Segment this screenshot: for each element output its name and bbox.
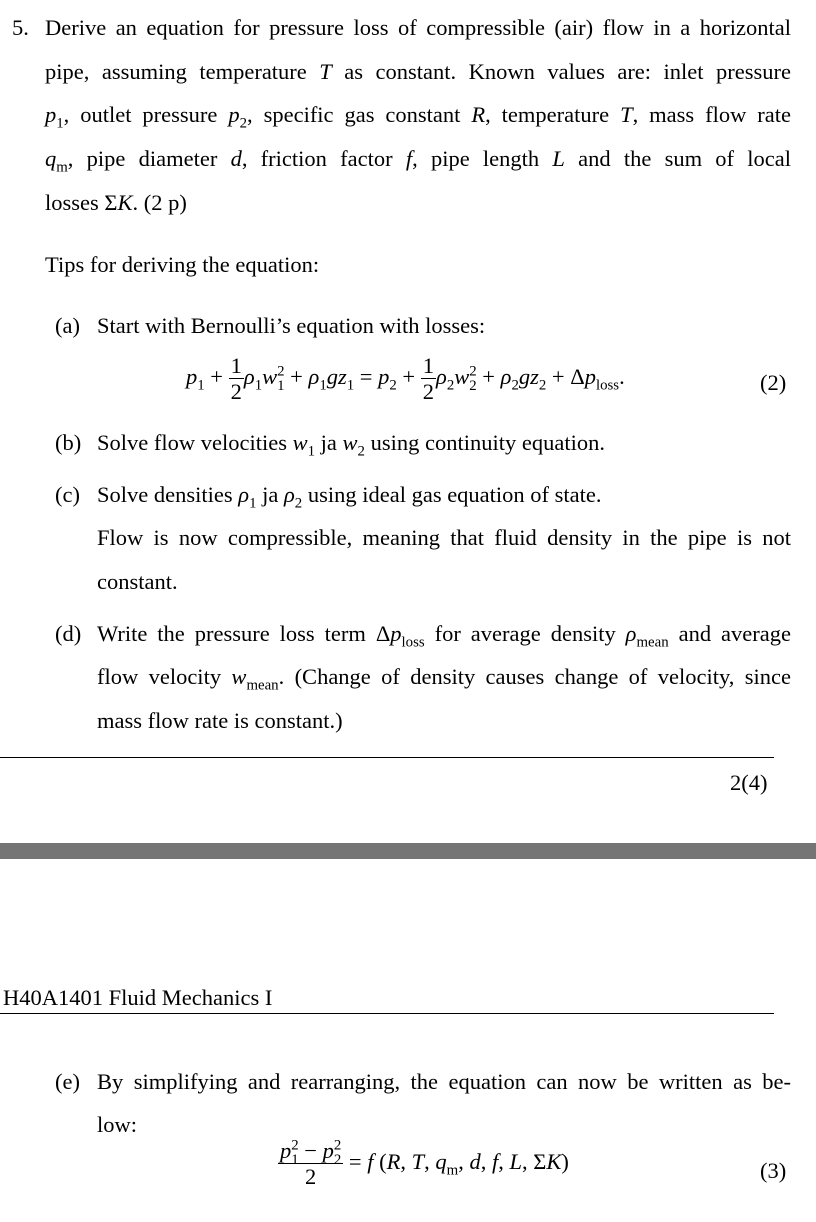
problem-text-line-3: $p_1$, outlet pressure $p_2$, specific gas constant R, temperature T, mass flow rate bbox=[45, 102, 791, 132]
tip-a-label: (a) bbox=[55, 313, 80, 338]
problem-text-line-1: Derive an equation for pressure loss of compressible (air) flow in a horizontal bbox=[45, 15, 791, 40]
tips-heading: Tips for deriving the equation: bbox=[45, 252, 320, 277]
tip-d-text-line-3: mass flow rate is constant.) bbox=[97, 708, 343, 733]
footer-rule bbox=[0, 757, 774, 758]
tip-d-text-line-1: Write the pressure loss term $\Delta p_{loss}$ for average density $\rho_{mean}$ and average bbox=[97, 621, 791, 651]
result-equation: $\frac{p^2_1 - p^2_2}{2}$ = f (R, T, $q_m$, d, f, L, ΣK) bbox=[280, 1137, 569, 1189]
equation-number-2: (2) bbox=[760, 370, 787, 395]
tip-d-text-line-2: flow velocity $w_{mean}$. (Change of density causes change of velocity, since bbox=[97, 664, 791, 694]
tip-d-label: (d) bbox=[55, 621, 82, 646]
tip-c-text-line-3: constant. bbox=[97, 569, 178, 594]
page-break-bar bbox=[0, 843, 816, 859]
equation-sources bbox=[0, 0, 1, 1]
tip-b-label: (b) bbox=[55, 430, 82, 455]
problem-text-line-2: pipe, assuming temperature T as constant. Known values are: inlet pressure bbox=[45, 59, 791, 84]
header-rule bbox=[0, 1013, 774, 1014]
equation-number-3: (3) bbox=[760, 1158, 787, 1183]
bernoulli-equation: $p_1$ + $\frac{1}{2}$ $\rho_1w^2_1 + \rho_1gz_1 = p_2$ + $\frac{1}{2}$ $\rho_2w^2_2 + \rho_2gz_2 + \Delta p_{loss}$. bbox=[186, 353, 625, 404]
problem-text-line-5: losses ΣK. (2 p) bbox=[45, 190, 187, 215]
tip-a-text: Start with Bernoulli’s equation with losses: bbox=[97, 313, 486, 338]
tip-b-text: Solve flow velocities $w_1$ ja $w_2$ using continuity equation. bbox=[97, 430, 605, 460]
tip-e-text-line-1: By simplifying and rearranging, the equation can now be written as be- bbox=[97, 1069, 791, 1094]
tip-c-text-line-2: Flow is now compressible, meaning that fluid density in the pipe is not bbox=[97, 525, 791, 550]
tip-e-text-line-2: low: bbox=[97, 1112, 138, 1137]
tip-e-label: (e) bbox=[55, 1069, 80, 1094]
next-page-header: H40A1401 Fluid Mechanics I bbox=[3, 985, 273, 1010]
tip-c-text-line-1: Solve densities $\rho_1$ ja $\rho_2$ using ideal gas equation of state. bbox=[97, 482, 602, 512]
page-number: 2(4) bbox=[730, 770, 768, 795]
problem-text-line-4: $q_m$, pipe diameter d, friction factor f, pipe length L and the sum of local bbox=[45, 146, 792, 176]
tip-c-label: (c) bbox=[55, 482, 80, 507]
problem-number: 5. bbox=[12, 15, 29, 40]
bernoulli-source bbox=[0, 0, 1, 1]
